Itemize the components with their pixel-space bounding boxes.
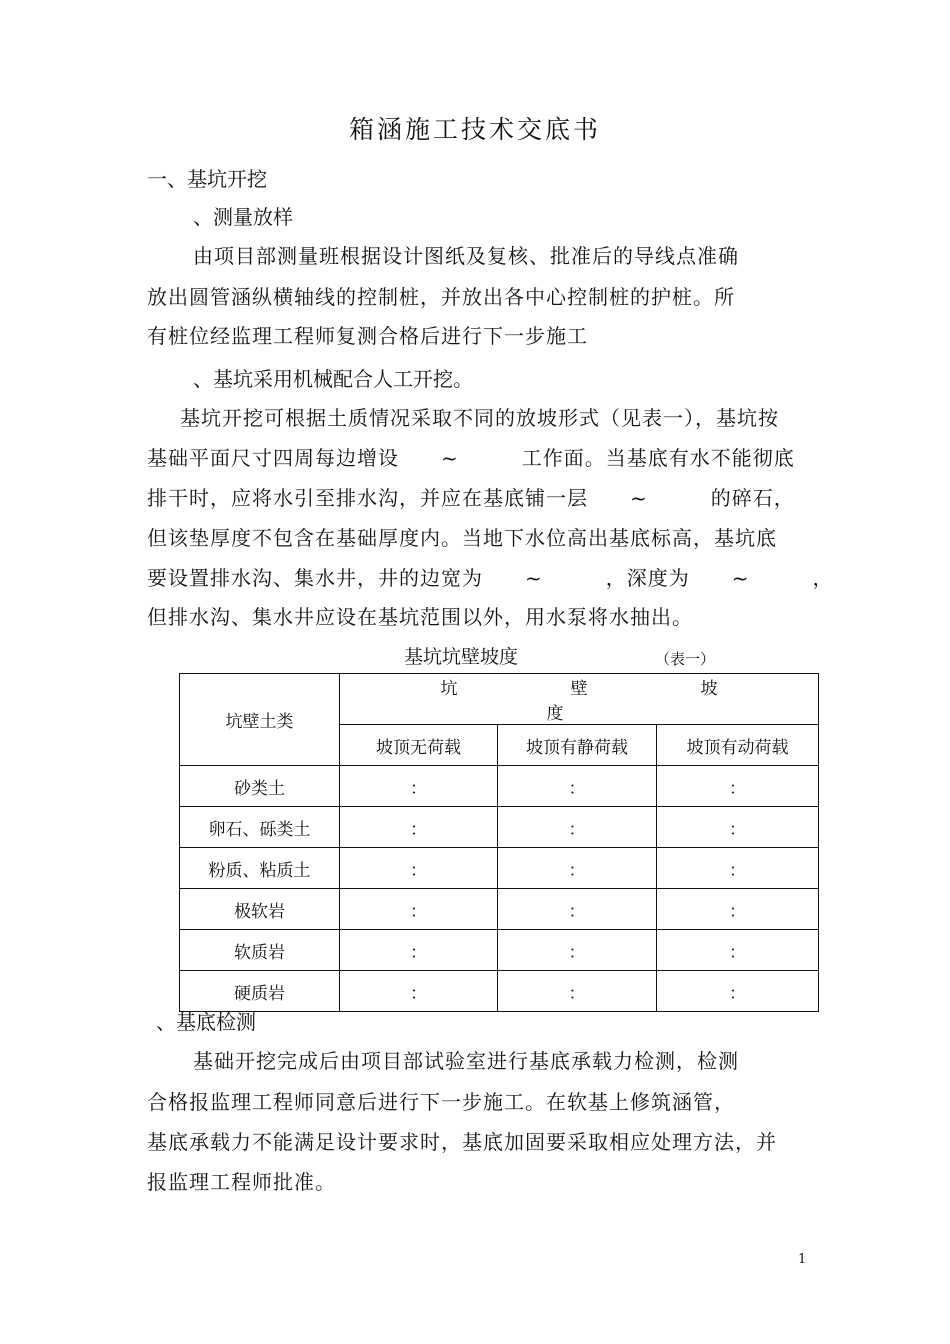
ratio-cell: ： [657,848,819,889]
soil-type-cell: 粉质、粘质土 [180,848,340,889]
ratio-cell: ： [498,930,657,971]
soil-type-cell: 砂类土 [180,766,340,807]
paragraph-line: 基底承载力不能满足设计要求时，基底加固要采取相应处理方法，并 [147,1130,777,1154]
slope-group-header-text: 坑 壁 坡 度 [440,679,831,724]
table-header-row [180,674,819,725]
subheading-base-check: 、基底检测 [156,1010,256,1034]
soil-type-cell: 极软岩 [180,889,340,930]
ratio-cell: ： [498,807,657,848]
ratio-cell: ： [657,971,819,1012]
subheading-excavation-method: 、基坑采用机械配合人工开挖。 [193,367,473,391]
paragraph-line: 合格报监理工程师同意后进行下一步施工。在软基上修筑涵管， [147,1090,735,1114]
paragraph-line: 由项目部测量班根据设计图纸及复核、批准后的导线点准确 [193,244,739,268]
slope-table [179,673,831,1012]
page-number: 1 [798,1252,807,1267]
paragraph-line: 有桩位经监理工程师复测合格后进行下一步施工 [147,324,588,348]
ratio-cell: ： [657,930,819,971]
paragraph-line: 但该垫厚度不包含在基础厚度内。当地下水位高出基底标高，基坑底 [147,526,777,550]
ratio-cell: ： [657,807,819,848]
paragraph-line: 要设置排水沟、集水井，井的边宽为 ~ ，深度为 ~ ， [147,566,834,590]
table-note: （表一） [655,650,716,668]
table-row [180,971,819,1012]
soil-type-header: 坑壁土类 [180,674,340,766]
table-caption: 基坑坑壁坡度 [404,646,519,668]
table-row [180,930,819,971]
soil-type-cell: 软质岩 [180,930,340,971]
soil-type-cell: 卵石、砾类土 [180,807,340,848]
ratio-cell: ： [340,766,498,807]
paragraph-line: 报监理工程师批准。 [147,1170,336,1194]
soil-type-cell: 硬质岩 [180,971,340,1012]
ratio-cell: ： [340,930,498,971]
paragraph-line: 但排水沟、集水井应设在基坑范围以外，用水泵将水抽出。 [147,605,693,629]
table-row [180,807,819,848]
section-heading-excavation: 一、基坑开挖 [147,167,267,191]
ratio-cell: ： [498,889,657,930]
ratio-cell: ： [340,889,498,930]
ratio-cell: ： [498,766,657,807]
ratio-cell: ： [498,848,657,889]
paragraph-line: 基础开挖完成后由项目部试验室进行基底承载力检测，检测 [193,1049,739,1073]
ratio-cell: ： [657,766,819,807]
subheader-dynamic-load: 坡顶有动荷载 [657,725,819,766]
page-title: 箱涵施工技术交底书 [348,115,601,144]
ratio-cell: ： [657,889,819,930]
paragraph-line: 排干时，应将水引至排水沟，并应在基底铺一层 ~ 的碎石， [147,486,795,510]
subheader-static-load: 坡顶有静荷载 [498,725,657,766]
subheading-survey: 、测量放样 [193,205,293,229]
slope-group-header [340,674,831,725]
table-row [180,848,819,889]
paragraph-line: 基础平面尺寸四周每边增设 ~ 工作面。当基底有水不能彻底 [147,446,795,470]
subheader-no-load: 坡顶无荷载 [340,725,498,766]
paragraph-line: 基坑开挖可根据土质情况采取不同的放坡形式（见表一），基坑按 [180,406,779,430]
ratio-cell: ： [340,807,498,848]
ratio-cell: ： [340,971,498,1012]
table-row [180,766,819,807]
ratio-cell: ： [498,971,657,1012]
ratio-cell: ： [340,848,498,889]
paragraph-line: 放出圆管涵纵横轴线的控制桩，并放出各中心控制桩的护桩。所 [147,285,735,309]
table-row [180,889,819,930]
